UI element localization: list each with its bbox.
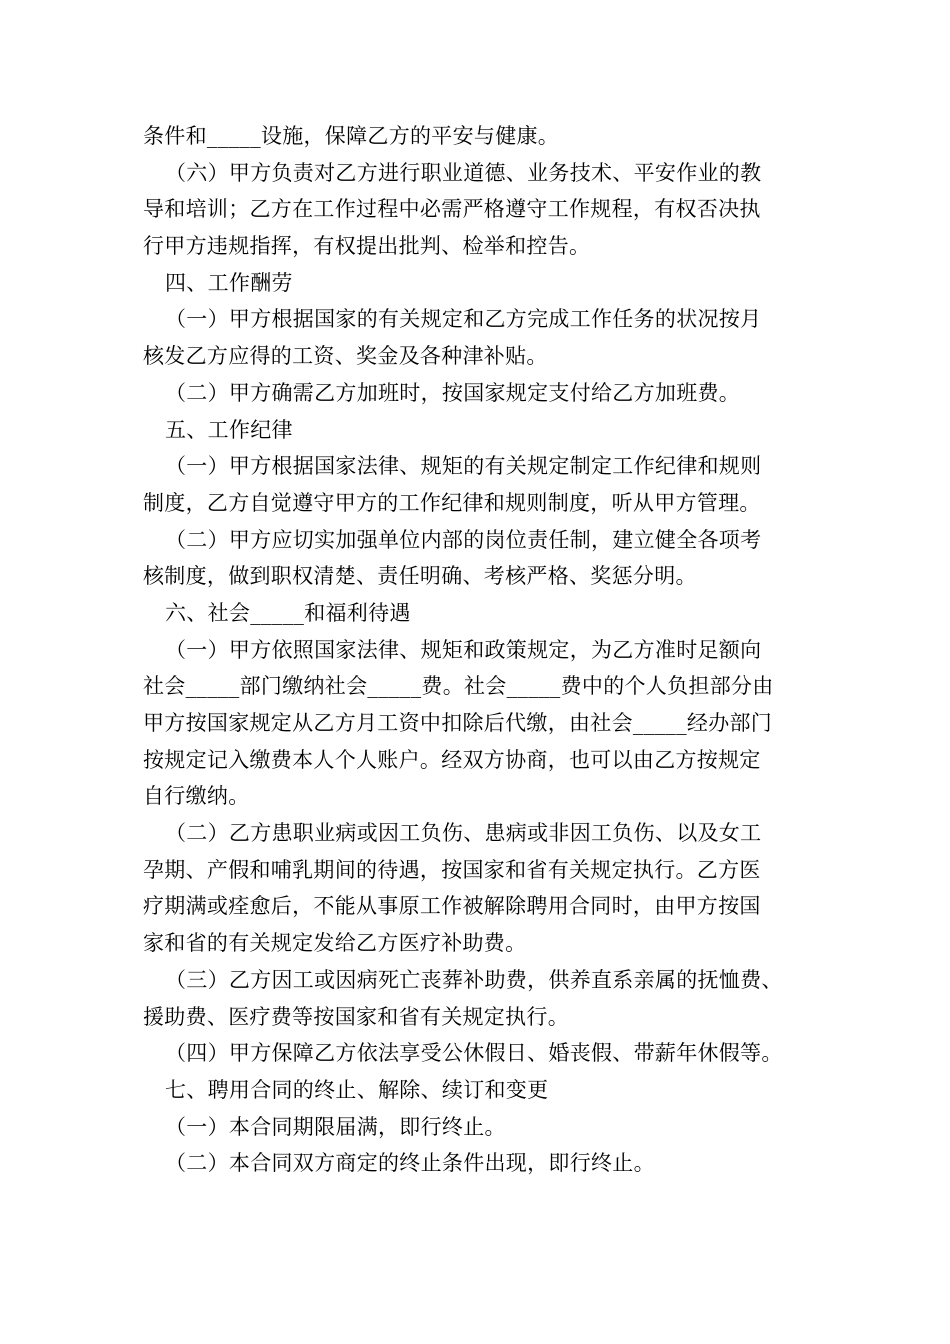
section-heading: 五、工作纪律 (165, 417, 293, 442)
text-line: 核制度，做到职权清楚、责任明确、考核严格、奖惩分明。 (143, 564, 697, 589)
text-line: 疗期满或痊愈后，不能从事原工作被解除聘用合同时，由甲方按国 (143, 894, 761, 919)
text-line: 社会_____部门缴纳社会_____费。社会_____费中的个人负担部分由 (143, 674, 774, 699)
text-line: 孕期、产假和哺乳期间的待遇，按国家和省有关规定执行。乙方医 (143, 857, 761, 882)
text-line: 甲方按国家规定从乙方月工资中扣除后代缴，由社会_____经办部门 (143, 711, 773, 735)
text-line: 核发乙方应得的工资、奖金及各种津补贴。 (143, 344, 548, 369)
text-line: （一）甲方根据国家法律、规矩的有关规定制定工作纪律和规则 (165, 454, 762, 479)
section-heading: 七、聘用合同的终止、解除、续订和变更 (165, 1077, 549, 1102)
text-line: 家和省的有关规定发给乙方医疗补助费。 (143, 931, 527, 956)
text-line: （六）甲方负责对乙方进行职业道德、业务技术、平安作业的教 (165, 160, 762, 185)
section-heading: 四、工作酬劳 (165, 270, 293, 295)
document-body (143, 118, 813, 1182)
text-line: 按规定记入缴费本人个人账户。经双方协商，也可以由乙方按规定 (143, 747, 761, 772)
text-line: （三）乙方因工或因病死亡丧葬补助费，供养直系亲属的抚恤费、 (165, 967, 783, 992)
text-line: （一）甲方依照国家法律、规矩和政策规定，为乙方准时足额向 (165, 637, 762, 662)
text-line: （四）甲方保障乙方依法享受公休假日、婚丧假、带薪年休假等。 (165, 1041, 783, 1066)
text-line: 导和培训；乙方在工作过程中必需严格遵守工作规程，有权否决执 (143, 197, 761, 222)
text-line: （二）本合同双方商定的终止条件出现，即行终止。 (165, 1151, 655, 1176)
text-line: 自行缴纳。 (143, 784, 250, 809)
text-line: 制度，乙方自觉遵守甲方的工作纪律和规则制度，听从甲方管理。 (143, 490, 761, 515)
text-line: 条件和_____设施，保障乙方的平安与健康。 (143, 124, 560, 148)
text-line: （二）甲方应切实加强单位内部的岗位责任制，建立健全各项考 (165, 527, 762, 552)
text-line: （二）乙方患职业病或因工负伤、患病或非因工负伤、以及女工 (165, 821, 762, 846)
text-line: 行甲方违规指挥，有权提出批判、检举和控告。 (143, 234, 591, 259)
text-line: （二）甲方确需乙方加班时，按国家规定支付给乙方加班费。 (165, 380, 741, 405)
text-line: （一）本合同期限届满，即行终止。 (165, 1114, 506, 1139)
text-line: 援助费、医疗费等按国家和省有关规定执行。 (143, 1004, 569, 1029)
section-heading: 六、社会_____和福利待遇 (165, 600, 411, 625)
text-line: （一）甲方根据国家的有关规定和乙方完成工作任务的状况按月 (165, 307, 762, 332)
